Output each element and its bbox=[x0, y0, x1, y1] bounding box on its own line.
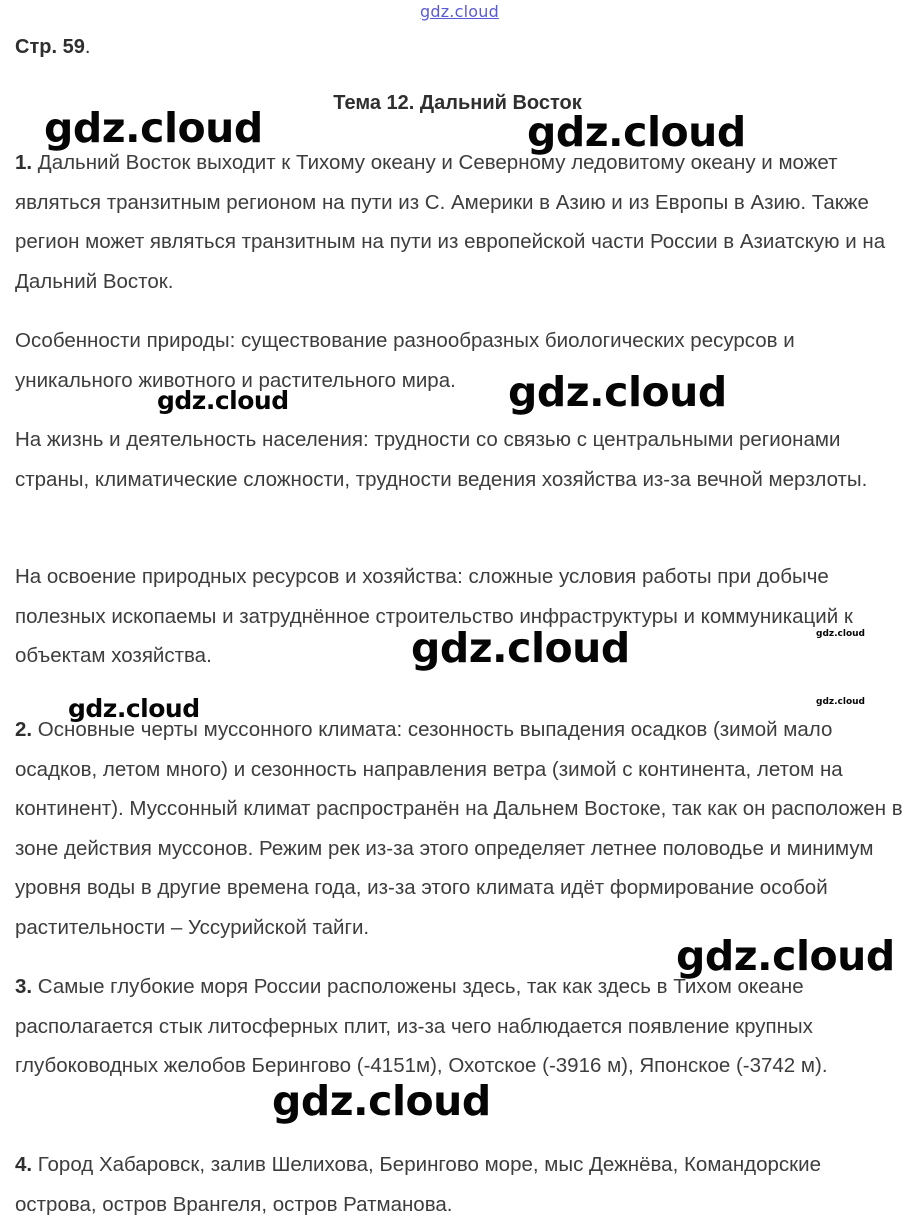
answer-text: Основные черты муссонного климата: сезонность выпадения осадков (зимой мало осадков, летом много) и сезонность направления ветра (зимой с континента, летом на континент). Муссонный климат распространён на Дальнем Востоке, так как он расположен в зоне действия муссонов. Режим рек из-за этого определяет летнее половодье и минимум уровня воды в другие времена года, из-за этого климата идёт формирование особой растительности – Уссурийской тайги. bbox=[15, 718, 903, 939]
answer-text: Дальний Восток выходит к Тихому океану и Северному ледовитому океану и может являться транзитным регионом на пути из С. Америки в Азию и из Европы в Азию. Также регион может являться транзитным на пути из европейской части России в Азиатскую и на Дальний Восток. bbox=[15, 151, 886, 293]
watermark: gdz.cloud bbox=[508, 368, 727, 416]
watermark: gdz.cloud bbox=[527, 108, 746, 156]
answer-2-paragraph bbox=[15, 710, 905, 947]
page-reference-label: Стр. 59 bbox=[15, 36, 85, 58]
answer-text: Город Хабаровск, залив Шелихова, Берингово море, мыс Дежнёва, Командорские острова, остров Врангеля, остров Ратманова. bbox=[15, 1153, 821, 1216]
watermark: gdz.cloud bbox=[676, 932, 895, 980]
answer-4-paragraph bbox=[15, 1145, 905, 1224]
answer-text: На освоение природных ресурсов и хозяйства: сложные условия работы при добыче полезных ископаемы и затруднённое строительство инфраструктуры и коммуникаций к объектам хозяйства. bbox=[15, 565, 853, 667]
answer-text: Самые глубокие моря России расположены здесь, так как здесь в Тихом океане располагается стык литосферных плит, из-за чего наблюдается появление крупных глубоководных желобов Берингово (-4151м), Охотское (-3916 м), Японское (-3742 м). bbox=[15, 975, 828, 1077]
answer-number: 1. bbox=[15, 151, 33, 174]
top-watermark: gdz.cloud bbox=[420, 2, 499, 21]
watermark: gdz.cloud bbox=[68, 694, 200, 723]
topic-title: Тема 12. Дальний Восток bbox=[333, 92, 582, 114]
population-paragraph bbox=[15, 420, 905, 499]
answer-number: 3. bbox=[15, 975, 33, 998]
answer-3-paragraph bbox=[15, 967, 905, 1086]
page-reference bbox=[15, 36, 90, 59]
answer-number: 2. bbox=[15, 718, 33, 741]
answer-text: Особенности природы: существование разнообразных биологических ресурсов и уникального животного и растительного мира. bbox=[15, 329, 795, 392]
nature-features-paragraph bbox=[15, 321, 905, 400]
watermark: gdz.cloud bbox=[272, 1077, 491, 1125]
watermark: gdz.cloud bbox=[816, 629, 865, 639]
answer-text: На жизнь и деятельность населения: трудности со связью с центральными регионами страны, климатические сложности, трудности ведения хозяйства из-за вечной мерзлоты. bbox=[15, 428, 868, 491]
watermark: gdz.cloud bbox=[411, 624, 630, 672]
page-reference-dot: . bbox=[84, 36, 91, 58]
answer-1-paragraph bbox=[15, 143, 905, 301]
watermark: gdz.cloud bbox=[44, 104, 263, 152]
answer-number: 4. bbox=[15, 1153, 33, 1176]
watermark: gdz.cloud bbox=[816, 697, 865, 707]
watermark: gdz.cloud bbox=[157, 386, 289, 415]
